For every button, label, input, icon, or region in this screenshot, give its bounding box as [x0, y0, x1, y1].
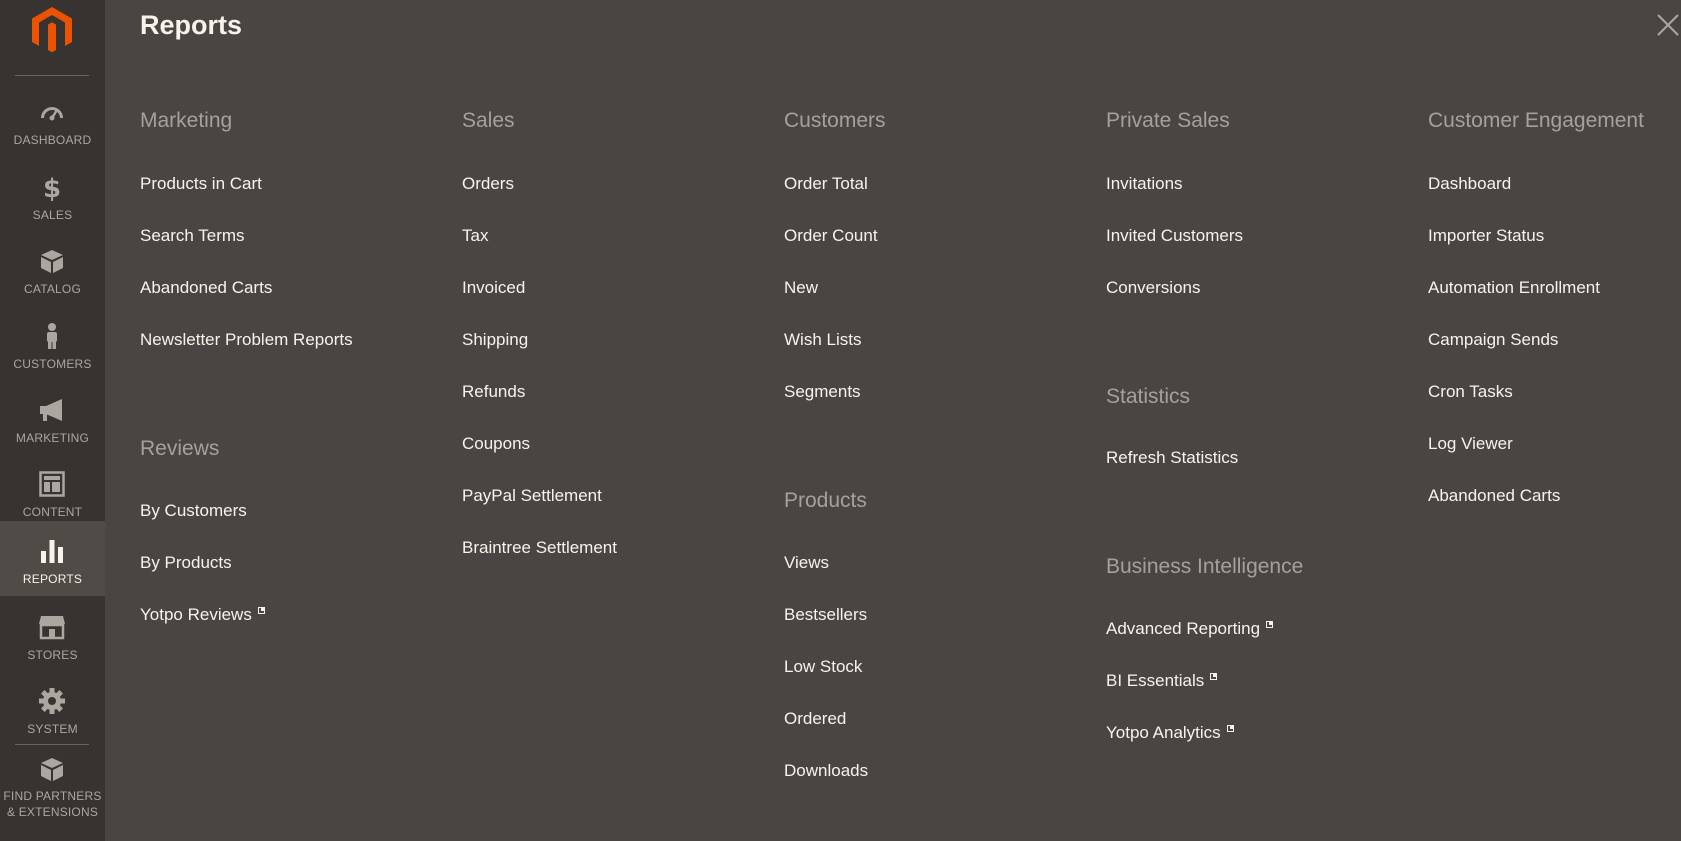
menu-link-newsletter-problem-reports[interactable]: Newsletter Problem Reports: [140, 330, 353, 349]
menu-link-tax[interactable]: Tax: [462, 226, 489, 245]
menu-link-braintree-settlement[interactable]: Braintree Settlement: [462, 538, 617, 557]
gear-icon: [38, 687, 66, 715]
sidebar-item-label: SALES: [32, 208, 73, 222]
menu-link-label: Yotpo Analytics: [1106, 723, 1221, 742]
blocks-icon: [38, 756, 66, 784]
menu-link-order-total[interactable]: Order Total: [784, 174, 868, 193]
magento-logo-icon[interactable]: [27, 5, 77, 55]
sidebar-item-partners[interactable]: [0, 752, 105, 841]
sidebar-item-catalog[interactable]: [0, 231, 105, 306]
sidebar-item-label: STORES: [27, 648, 78, 662]
section-title-customer-engagement: Customer Engagement: [1428, 109, 1644, 132]
menu-link-coupons[interactable]: Coupons: [462, 434, 531, 453]
menu-link-advanced-reporting[interactable]: [1106, 618, 1273, 640]
person-icon: [38, 322, 66, 350]
external-link-icon: [1227, 725, 1234, 732]
menu-link-ordered[interactable]: Ordered: [784, 709, 847, 728]
menu-link-campaign-sends[interactable]: Campaign Sends: [1428, 330, 1559, 349]
sidebar-item-dashboard[interactable]: [0, 82, 105, 157]
menu-link-label: Yotpo Reviews: [140, 605, 252, 624]
menu-link-automation-enrollment[interactable]: Automation Enrollment: [1428, 278, 1600, 297]
section-title-marketing: Marketing: [140, 109, 233, 132]
sidebar-item-label: REPORTS: [22, 572, 83, 586]
layout-icon: [38, 470, 66, 498]
sidebar-item-label: MARKETING: [15, 431, 90, 445]
menu-link-conversions[interactable]: Conversions: [1106, 278, 1201, 297]
partners-label-line2: & EXTENSIONS: [6, 805, 99, 819]
sidebar-divider-bottom: [15, 744, 89, 745]
sidebar-divider-top: [15, 75, 89, 76]
menu-link-ce-abandoned-carts[interactable]: Abandoned Carts: [1428, 486, 1561, 505]
menu-link-cron-tasks[interactable]: Cron Tasks: [1428, 382, 1513, 401]
sidebar-item-customers[interactable]: [0, 306, 105, 381]
sidebar-item-label: [0, 788, 105, 820]
menu-link-label: BI Essentials: [1106, 671, 1205, 690]
close-icon[interactable]: [1655, 12, 1681, 38]
menu-link-products-in-cart[interactable]: Products in Cart: [140, 174, 262, 193]
external-link-icon: [258, 607, 265, 614]
section-title-sales: Sales: [462, 109, 515, 132]
menu-link-invited-customers[interactable]: Invited Customers: [1106, 226, 1243, 245]
partners-label-line1: FIND PARTNERS: [3, 789, 102, 803]
sidebar-item-marketing[interactable]: [0, 380, 105, 455]
sidebar-item-content[interactable]: [0, 454, 105, 529]
sidebar-item-label: CUSTOMERS: [13, 357, 92, 371]
menu-link-downloads[interactable]: Downloads: [784, 761, 869, 780]
external-link-icon: [1266, 621, 1273, 628]
dashboard-gauge-icon: [38, 98, 66, 126]
menu-link-yotpo-analytics[interactable]: [1106, 722, 1234, 744]
menu-link-bi-essentials[interactable]: [1106, 670, 1217, 692]
menu-link-yotpo-reviews[interactable]: [140, 604, 265, 626]
section-title-reviews: Reviews: [140, 437, 220, 460]
sidebar-item-stores[interactable]: [0, 597, 105, 672]
menu-link-search-terms[interactable]: Search Terms: [140, 226, 245, 245]
admin-sidebar: [0, 0, 105, 841]
menu-link-views[interactable]: Views: [784, 553, 830, 572]
sidebar-item-sales[interactable]: [0, 157, 105, 232]
sidebar-item-reports[interactable]: [0, 521, 105, 596]
menu-link-refunds[interactable]: Refunds: [462, 382, 526, 401]
menu-link-ce-dashboard[interactable]: Dashboard: [1428, 174, 1512, 193]
menu-link-wish-lists[interactable]: Wish Lists: [784, 330, 862, 349]
sidebar-item-label: CATALOG: [24, 282, 81, 296]
menu-link-bestsellers[interactable]: Bestsellers: [784, 605, 868, 624]
menu-link-invitations[interactable]: Invitations: [1106, 174, 1183, 193]
menu-link-log-viewer[interactable]: Log Viewer: [1428, 434, 1513, 453]
menu-link-label: Advanced Reporting: [1106, 619, 1261, 638]
sidebar-item-system[interactable]: [0, 671, 105, 746]
menu-link-segments[interactable]: Segments: [784, 382, 861, 401]
sidebar-item-label: CONTENT: [22, 505, 83, 519]
menu-link-orders[interactable]: Orders: [462, 174, 514, 193]
sidebar-item-label: SYSTEM: [27, 722, 78, 736]
menu-link-order-count[interactable]: Order Count: [784, 226, 878, 245]
sidebar-item-label: DASHBOARD: [13, 133, 92, 147]
menu-link-new[interactable]: New: [784, 278, 819, 297]
section-title-statistics: Statistics: [1106, 385, 1191, 408]
menu-link-shipping[interactable]: Shipping: [462, 330, 529, 349]
menu-link-low-stock[interactable]: Low Stock: [784, 657, 863, 676]
menu-link-abandoned-carts[interactable]: Abandoned Carts: [140, 278, 273, 297]
megaphone-icon: [38, 396, 66, 424]
menu-link-invoiced[interactable]: Invoiced: [462, 278, 526, 297]
box-icon: [38, 247, 66, 275]
menu-link-importer-status[interactable]: Importer Status: [1428, 226, 1545, 245]
menu-link-by-customers[interactable]: By Customers: [140, 501, 247, 520]
external-link-icon: [1210, 673, 1217, 680]
storefront-icon: [38, 613, 66, 641]
bar-chart-icon: [38, 537, 66, 565]
page-title: Reports: [140, 10, 243, 40]
section-title-products: Products: [784, 489, 867, 512]
menu-link-refresh-statistics[interactable]: Refresh Statistics: [1106, 448, 1239, 467]
menu-link-paypal-settlement[interactable]: PayPal Settlement: [462, 486, 602, 505]
section-title-customers: Customers: [784, 109, 886, 132]
svg-text:$: $: [42, 174, 62, 201]
menu-link-by-products[interactable]: By Products: [140, 553, 232, 572]
dollar-icon: [38, 173, 66, 201]
section-title-business-intelligence: Business Intelligence: [1106, 555, 1304, 578]
section-title-private-sales: Private Sales: [1106, 109, 1230, 132]
